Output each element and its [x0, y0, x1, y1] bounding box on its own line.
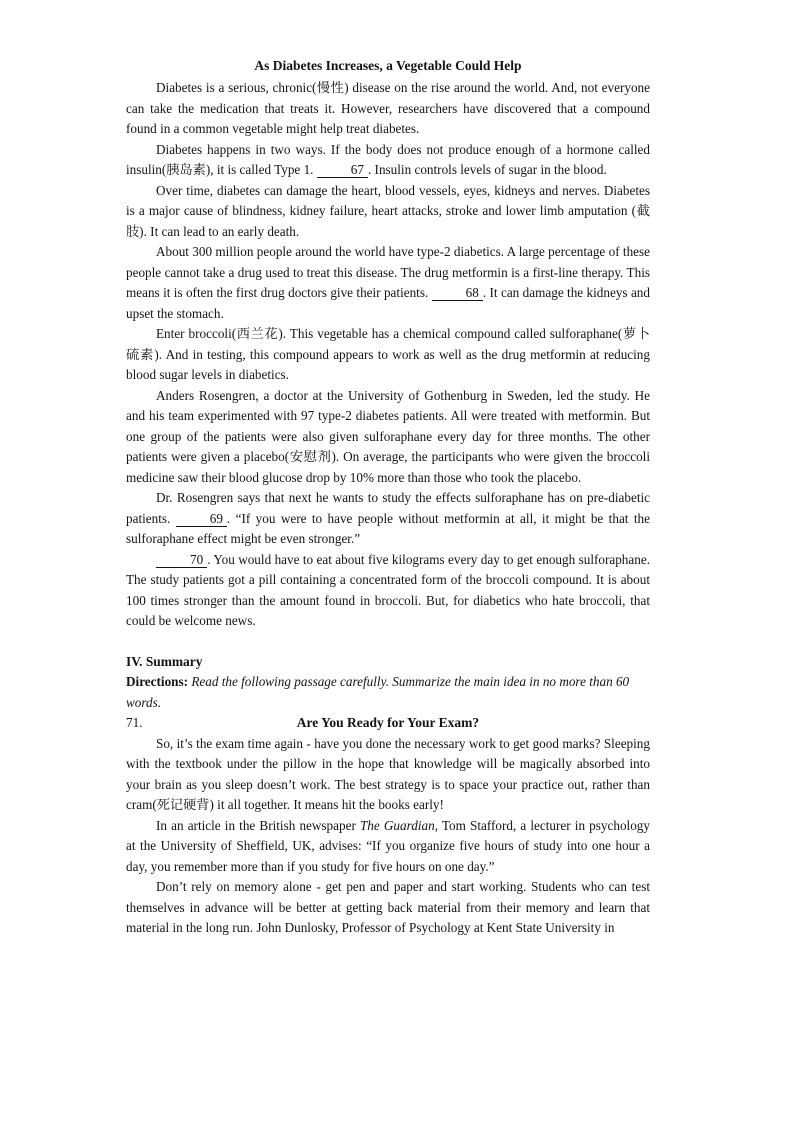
paragraph-4-text-b: . It can damage the kidneys and upset the stomach.: [126, 285, 650, 321]
question-header: [126, 713, 650, 734]
paragraph-7: [126, 488, 650, 550]
summary-paragraph-3: Don’t rely on memory alone - get pen and paper and start working. Students who can test themselves in advance will be better at getting back material from their memory and learn that material in the long run. John Dunlosky, Professor of Psychology at Kent State University in: [126, 879, 650, 935]
directions: [126, 672, 650, 713]
paragraph-8-text: . You would have to eat about five kilograms every day to get enough sulforaphane. The study patients got a pill containing a concentrated form of the broccoli compound. It is about 100 times stronger than the amount found in broccoli. But, for diabetics who hate broccoli, that could be welcome news.: [126, 551, 650, 628]
blank-67[interactable]: 67: [317, 162, 368, 178]
section-heading: IV. Summary: [126, 653, 203, 669]
paragraph-5: Enter broccoli(西兰花). This vegetable has a chemical compound called sulforaphane(萝卜硫素). And in testing, this compound appears to work as well as the drug metformin at reducing blood sugar levels in diabetics.: [126, 326, 650, 382]
paragraph-1: Diabetes is a serious, chronic(慢性) disease on the rise around the world. And, not everyone can take the medication that treats it. However, researchers have discovered that a compound found in a common vegetable might help treat diabetes.: [126, 80, 650, 136]
newspaper-name: The Guardian: [359, 817, 435, 833]
paragraph-3: Over time, diabetes can damage the heart, blood vessels, eyes, kidneys and nerves. Diabetes is a major cause of blindness, kidney failure, heart attacks, stroke and lower limb amputation (截肢). It can lead to an early death.: [126, 182, 650, 239]
blank-68[interactable]: 68: [432, 285, 483, 301]
summary-paragraph-2-text-b: , Tom Stafford, a lecturer in psychology at the University of Sheffield, UK, advises: “If you organize five hours of study into one hour a day, you remember more than if you study for five hours on one day.”: [126, 817, 650, 874]
paragraph-7-text-b: . “If you were to have people without metformin at all, it might be that the sulforaphane effect might be even stronger.”: [126, 510, 650, 546]
directions-label: Directions:: [126, 674, 189, 689]
summary-paragraph-1: So, it’s the exam time again - have you done the necessary work to get good marks? Sleeping with the textbook under the pillow in the hope that knowledge will be magically absorbed into your brain as you sleep doesn’t work. The best strategy is to space your practice out, rather than cram(死记硬背) it all together. It means hit the books early!: [126, 735, 650, 812]
question-title: Are You Ready for Your Exam?: [296, 715, 480, 730]
summary-paragraph-2: [126, 816, 650, 878]
paragraph-4-text-a: About 300 million people around the world have type-2 diabetics. A large percentage of these people cannot take a drug used to treat this disease. The drug metformin is a first-line therapy. This means it is often the first drug doctors give their patients.: [126, 244, 650, 300]
paragraph-8: [126, 550, 650, 632]
paragraph-2: [126, 140, 650, 181]
paragraph-4: [126, 242, 650, 324]
page-content: [126, 56, 650, 939]
paragraph-7-text-a: Dr. Rosengren says that next he wants to study the effects sulforaphane has on pre-diabetic patients.: [126, 490, 650, 526]
directions-text: Read the following passage carefully. Summarize the main idea in no more than 60 words.: [126, 674, 630, 710]
summary-paragraph-2-text-a: In an article in the British newspaper: [156, 817, 360, 833]
paragraph-2-text-a: Diabetes happens in two ways. If the body does not produce enough of a hormone called insulin(胰岛素), it is called Type 1.: [126, 141, 650, 177]
paragraph-6: Anders Rosengren, a doctor at the University of Gothenburg in Sweden, led the study. He and his team experimented with 97 type-2 diabetes patients. All were treated with metformin. But one group of the patients were also given sulforaphane every day for three months. The other patients were given a placebo(安慰剂). On average, the participants who were given the broccoli medicine saw their blood glucose drop by 10% more than those who took the placebo.: [126, 387, 650, 485]
blank-69[interactable]: 69: [176, 511, 227, 527]
paragraph-2-text-b: . Insulin controls levels of sugar in the blood.: [367, 162, 607, 177]
blank-70[interactable]: 70: [156, 552, 207, 568]
article-title: As Diabetes Increases, a Vegetable Could Help: [254, 58, 522, 73]
question-number: 71.: [126, 715, 143, 730]
